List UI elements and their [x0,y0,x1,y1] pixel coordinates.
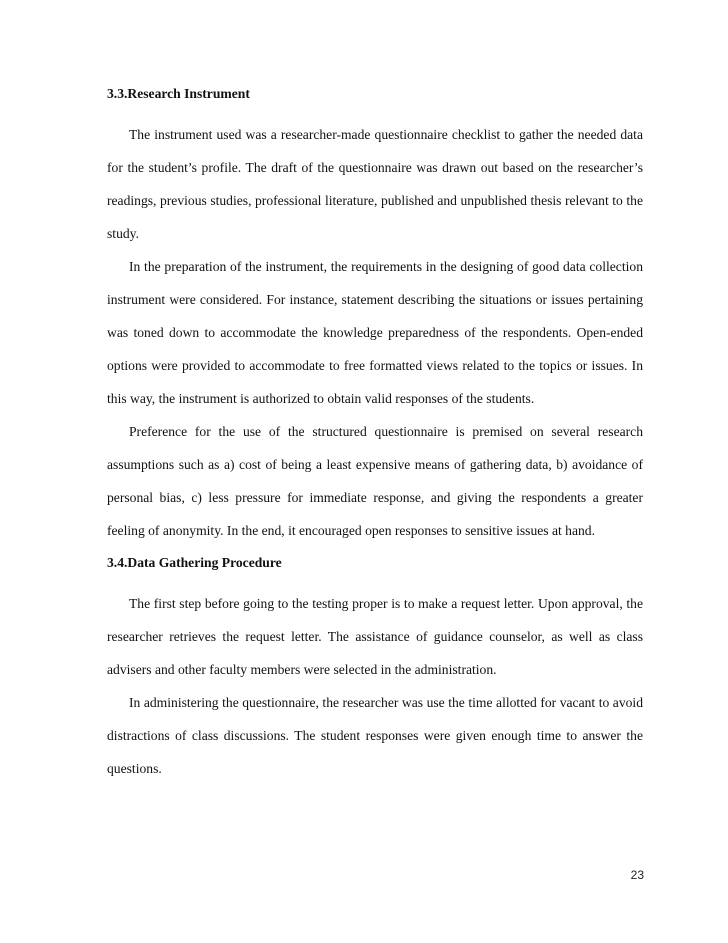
page-content [107,86,643,785]
section-heading-research-instrument: 3.3.Research Instrument [107,86,250,101]
paragraph-administering-questionnaire: In administering the questionnaire, the researcher was use the time allotted for vacant to avoid distractions of class discussions. The student responses were given enough time to answer the questions. [107,695,643,776]
paragraph-instrument-preparation: In the preparation of the instrument, the requirements in the designing of good data collection instrument were considered. For instance, statement describing the situations or issues pertaining was toned down to accommodate the knowledge preparedness of the respondents. Open-ended options were provided to accommodate to free formatted views related to the topics or issues. In this way, the instrument is authorized to obtain valid responses of the students. [107,259,643,406]
paragraph-instrument-description: The instrument used was a researcher-made questionnaire checklist to gather the needed data for the student’s profile. The draft of the questionnaire was drawn out based on the researcher’s readings, previous studies, professional literature, published and unpublished thesis relevant to the study. [107,127,643,241]
paragraph-questionnaire-preference: Preference for the use of the structured questionnaire is premised on several research assumptions such as a) cost of being a least expensive means of gathering data, b) avoidance of personal bias, c) less pressure for immediate response, and giving the respondents a greater feeling of anonymity. In the end, it encouraged open responses to sensitive issues at hand. [107,424,643,538]
paragraph-request-letter: The first step before going to the testing proper is to make a request letter. Upon approval, the researcher retrieves the request letter. The assistance of guidance counselor, as well as class advisers and other faculty members were selected in the administration. [107,596,643,677]
section-heading-data-gathering: 3.4.Data Gathering Procedure [107,555,282,570]
page-number: 23 [630,868,644,882]
